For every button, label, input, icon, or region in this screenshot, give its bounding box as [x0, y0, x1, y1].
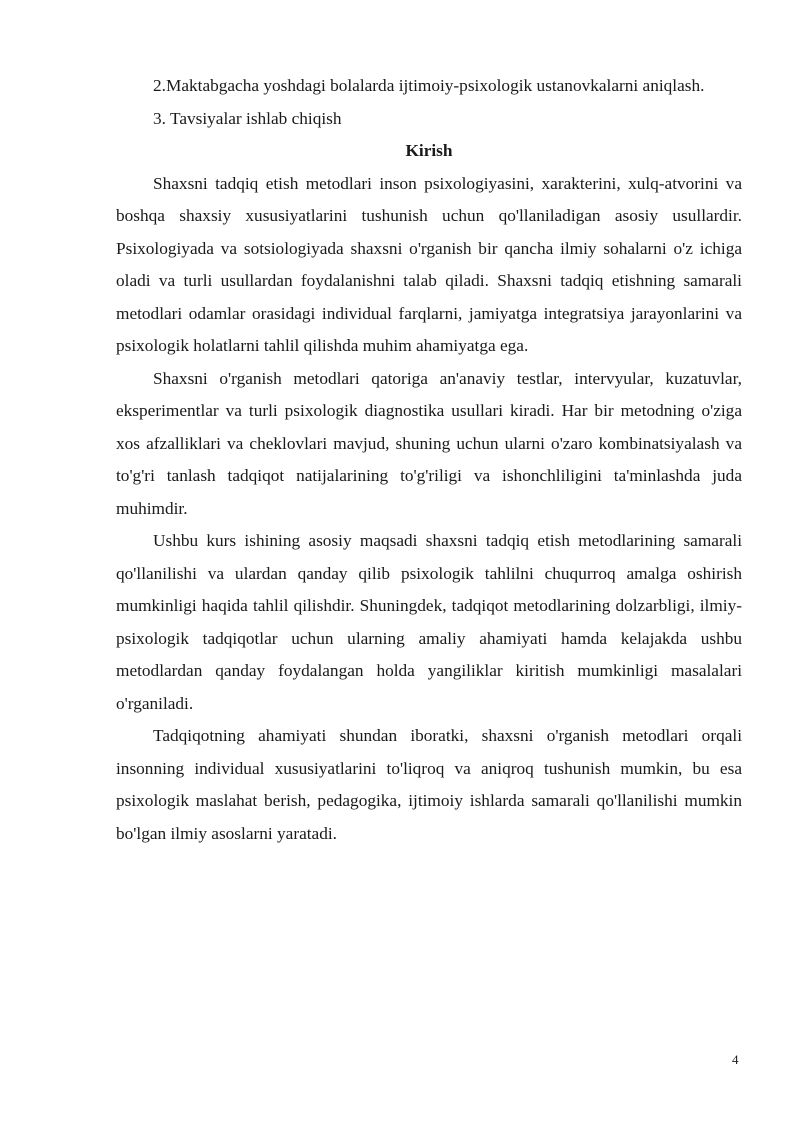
document-page: [116, 70, 742, 850]
paragraph-1: Shaxsni tadqiq etish metodlari inson psixologiyasini, xarakterini, xulq-atvorini va boshqa shaxsiy xususiyatlarini tushunish uchun qo'llaniladigan asosiy usullardir. Psixologiyada va sotsiologiyada shaxsni o'rganish bir qancha ilmiy sohalarni o'z ichiga oladi va turli usullardan foydalanishni talab qiladi. Shaxsni tadqiq etishning samarali metodlari odamlar orasidagi individual farqlarni, jamiyatga integratsiya jarayonlarini va psixologik holatlarni tahlil qilishda muhim ahamiyatga ega.: [116, 173, 742, 355]
section-heading: Kirish: [405, 141, 453, 160]
paragraph-4: Tadqiqotning ahamiyati shundan iboratki, shaxsni o'rganish metodlari orqali insonning individual xususiyatlarini to'liqroq va aniqroq tushunish mumkin, bu esa psixologik maslahat berish, pedagogika, ijtimoiy ishlarda samarali qo'llanilishi mumkin bo'lgan ilmiy asoslarni yaratadi.: [116, 726, 742, 843]
list-item-objective-2: 2.Maktabgacha yoshdagi bolalarda ijtimoiy-psixologik ustanovkalarni aniqlash.: [153, 76, 705, 95]
list-item-objective-3: 3. Tavsiyalar ishlab chiqish: [153, 108, 342, 128]
page-number: 4: [732, 1052, 739, 1067]
paragraph-2: Shaxsni o'rganish metodlari qatoriga an'anaviy testlar, intervyular, kuzatuvlar, eksperimentlar va turli psixologik diagnostika usullari kiradi. Har bir metodning o'ziga xos afzalliklari va cheklovlari mavjud, shuning uchun ularni o'zaro kombinatsiyalash va to'g'ri tanlash tadqiqot natijalarining to'g'riligi va ishonchliligini ta'minlashda juda muhimdir.: [116, 368, 742, 518]
paragraph-3: Ushbu kurs ishining asosiy maqsadi shaxsni tadqiq etish metodlarining samarali qo'llanilishi va ulardan qanday qilib psixologik tahlilni chuqurroq amalga oshirish mumkinligi haqida tahlil qilishdir. Shuningdek, tadqiqot metodlarining dolzarbligi, ilmiy-psixologik tadqiqotlar uchun ularning amaliy ahamiyati hamda kelajakda ushbu metodlardan qanday foydalangan holda yangiliklar kiritish mumkinligi masalalari o'rganiladi.: [116, 531, 742, 713]
